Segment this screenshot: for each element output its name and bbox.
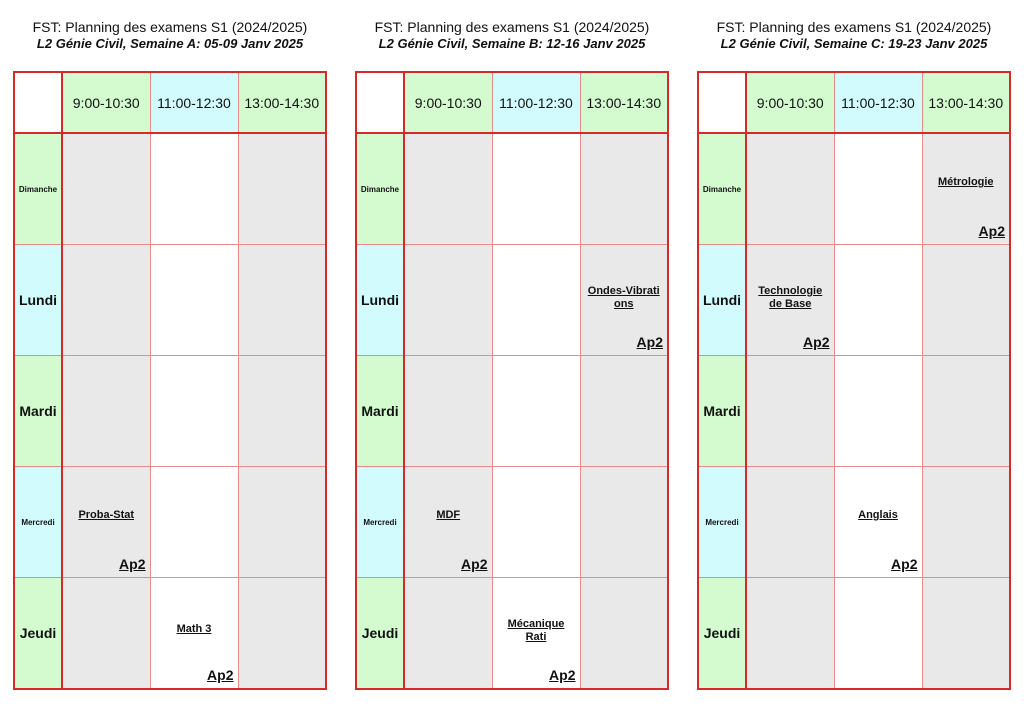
exam-room: Ap2 xyxy=(207,667,234,683)
day-label-jeudi: Jeudi xyxy=(14,578,62,690)
schedule-cell xyxy=(834,133,922,245)
schedule-cell xyxy=(492,245,580,356)
day-label-dimanche: Dimanche xyxy=(698,133,746,245)
schedule-cell xyxy=(834,356,922,467)
week-subtitle: L2 Génie Civil, Semaine A: 05-09 Janv 2025 xyxy=(36,36,304,51)
schedule-cell xyxy=(404,578,492,690)
schedule-cell xyxy=(580,245,668,356)
corner-cell xyxy=(698,72,746,133)
exam-room: Ap2 xyxy=(119,556,146,572)
schedule-cell xyxy=(922,356,1010,467)
exam-room: Ap2 xyxy=(461,556,488,572)
exam-room: Ap2 xyxy=(803,334,830,350)
exam-name: Métrologie xyxy=(937,176,994,188)
schedule-cell xyxy=(492,356,580,467)
slot-header-3: 13:00-14:30 xyxy=(922,72,1010,133)
schedule-cell xyxy=(834,245,922,356)
corner-cell xyxy=(356,72,404,133)
exam-name: Ondes-Vibrati ons xyxy=(587,285,660,310)
schedule-cell xyxy=(404,133,492,245)
exam-name: Mécanique Rati xyxy=(507,618,565,643)
schedule-cell xyxy=(922,133,1010,245)
exam-name: Anglais xyxy=(858,509,898,521)
schedule-cell xyxy=(62,467,150,578)
schedule-cell xyxy=(492,467,580,578)
schedule-cell xyxy=(492,133,580,245)
slot-header-1: 9:00-10:30 xyxy=(62,72,150,133)
day-label-jeudi: Jeudi xyxy=(698,578,746,690)
schedule-cell xyxy=(238,467,326,578)
corner-cell xyxy=(14,72,62,133)
page-title: FST: Planning des examens S1 (2024/2025) xyxy=(32,19,308,35)
schedule-cell xyxy=(404,245,492,356)
schedule-cell xyxy=(150,467,238,578)
slot-header-1: 9:00-10:30 xyxy=(404,72,492,133)
schedule-cell xyxy=(238,245,326,356)
slot-header-1: 9:00-10:30 xyxy=(746,72,834,133)
day-label-lundi: Lundi xyxy=(14,245,62,356)
schedule-cell xyxy=(62,356,150,467)
schedule-cell xyxy=(238,133,326,245)
week-subtitle: L2 Génie Civil, Semaine B: 12-16 Janv 2025 xyxy=(378,36,646,51)
schedule-cell xyxy=(580,467,668,578)
exam-room: Ap2 xyxy=(891,556,918,572)
schedule-cell xyxy=(746,245,834,356)
schedule-cell xyxy=(922,467,1010,578)
exam-room: Ap2 xyxy=(636,334,663,350)
day-label-mardi: Mardi xyxy=(356,356,404,467)
schedule-cell xyxy=(62,133,150,245)
day-label-dimanche: Dimanche xyxy=(14,133,62,245)
page-title: FST: Planning des examens S1 (2024/2025) xyxy=(716,19,992,35)
day-label-mercredi: Mercredi xyxy=(14,467,62,578)
schedule-cell xyxy=(492,578,580,690)
schedule-cell xyxy=(62,245,150,356)
schedule-cell xyxy=(922,578,1010,690)
schedule-cell xyxy=(834,467,922,578)
schedule-cell xyxy=(580,356,668,467)
exam-room: Ap2 xyxy=(549,667,576,683)
schedule-cell xyxy=(238,578,326,690)
schedule-cell xyxy=(150,133,238,245)
schedule-cell xyxy=(834,578,922,690)
schedule-cell xyxy=(150,245,238,356)
schedule-cell xyxy=(922,245,1010,356)
day-label-lundi: Lundi xyxy=(356,245,404,356)
day-label-lundi: Lundi xyxy=(698,245,746,356)
day-label-mardi: Mardi xyxy=(698,356,746,467)
day-label-mercredi: Mercredi xyxy=(356,467,404,578)
schedule-cell xyxy=(746,133,834,245)
schedule-cell xyxy=(404,467,492,578)
day-label-jeudi: Jeudi xyxy=(356,578,404,690)
schedule-cell xyxy=(580,578,668,690)
schedule-cell xyxy=(150,578,238,690)
schedule-cell xyxy=(238,356,326,467)
slot-header-2: 11:00-12:30 xyxy=(834,72,922,133)
schedule-cell xyxy=(580,133,668,245)
day-label-mardi: Mardi xyxy=(14,356,62,467)
page-title: FST: Planning des examens S1 (2024/2025) xyxy=(374,19,650,35)
slot-header-2: 11:00-12:30 xyxy=(492,72,580,133)
schedule-table xyxy=(697,71,1011,690)
exam-room: Ap2 xyxy=(978,223,1005,239)
schedule-table xyxy=(355,71,669,690)
slot-header-2: 11:00-12:30 xyxy=(150,72,238,133)
exam-name: MDF xyxy=(436,509,461,521)
day-label-mercredi: Mercredi xyxy=(698,467,746,578)
exam-name: Math 3 xyxy=(176,623,212,635)
slot-header-3: 13:00-14:30 xyxy=(238,72,326,133)
schedule-cell xyxy=(746,578,834,690)
schedule-cell xyxy=(746,467,834,578)
schedule-cell xyxy=(62,578,150,690)
week-subtitle: L2 Génie Civil, Semaine C: 19-23 Janv 2025 xyxy=(720,36,988,51)
exam-name: Proba-Stat xyxy=(78,509,135,521)
schedule-cell xyxy=(150,356,238,467)
schedule-cell xyxy=(404,356,492,467)
exam-name: Technologie de Base xyxy=(758,285,823,310)
day-label-dimanche: Dimanche xyxy=(356,133,404,245)
schedule-table xyxy=(13,71,327,690)
schedule-cell xyxy=(746,356,834,467)
slot-header-3: 13:00-14:30 xyxy=(580,72,668,133)
